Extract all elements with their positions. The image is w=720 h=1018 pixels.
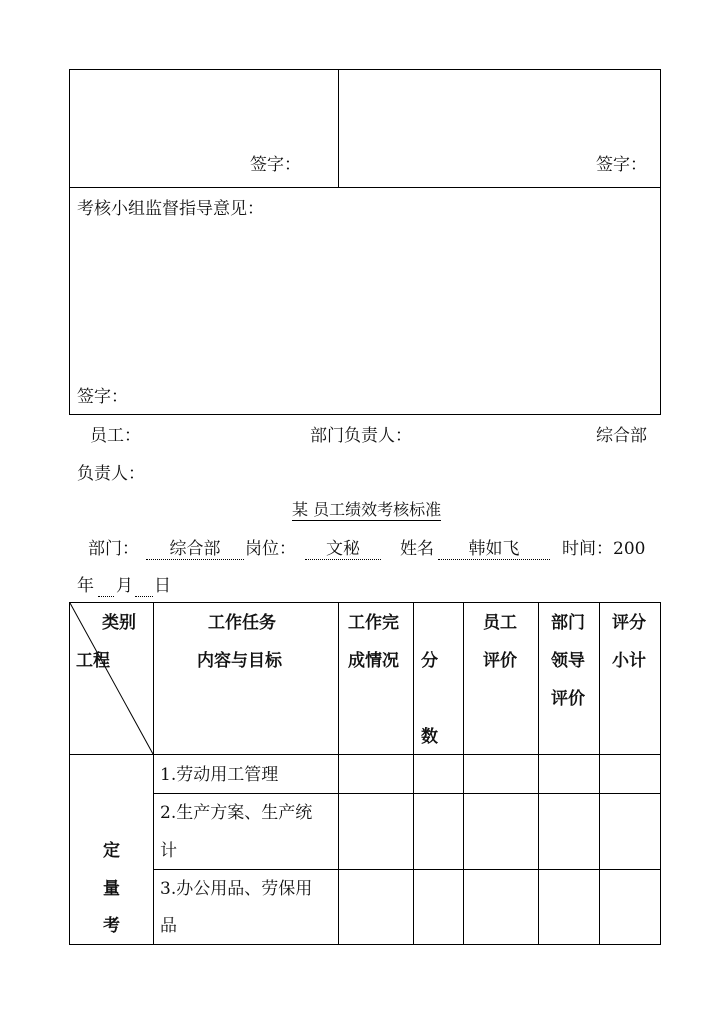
category-char: 考	[103, 916, 120, 936]
header-project: 工程	[76, 651, 110, 671]
category-char: 定	[103, 841, 120, 861]
header-category: 类别	[102, 613, 136, 633]
header-completion-2: 成情况	[348, 651, 399, 671]
top-table-row-divider	[69, 187, 661, 188]
position-value: 文秘	[305, 539, 381, 560]
dept-head-label: 部门负责人：	[310, 426, 412, 446]
eval-col-2	[338, 602, 339, 945]
task-row-2-line2: 计	[160, 841, 177, 861]
supervision-label: 考核小组监督指导意见：	[77, 199, 264, 219]
header-score-1: 分	[421, 651, 438, 671]
eval-table-bottom	[69, 944, 661, 945]
general-dept-label: 综合部	[596, 426, 647, 446]
day-blank	[135, 576, 153, 597]
eval-col-6	[599, 602, 600, 945]
header-dept-eval-2: 领导	[551, 651, 585, 671]
month-blank	[98, 576, 114, 597]
category-char: 量	[103, 879, 120, 899]
header-subtotal-2: 小计	[612, 651, 646, 671]
task-row-3-line1: 3.办公用品、劳保用	[160, 879, 313, 899]
top-table-col-divider	[338, 69, 339, 188]
position-label: 岗位：	[245, 539, 296, 559]
header-completion-1: 工作完	[348, 613, 399, 633]
header-task-2: 内容与目标	[197, 651, 282, 671]
header-self-eval-1: 员工	[483, 613, 517, 633]
eval-col-7	[660, 602, 661, 945]
time-label: 时间：200	[562, 539, 646, 559]
name-label: 姓名	[400, 539, 434, 559]
eval-table-top	[69, 602, 661, 603]
task-row-2-line1: 2.生产方案、生产统	[160, 803, 313, 823]
top-table-border-bottom	[69, 414, 661, 415]
eval-col-4	[463, 602, 464, 945]
header-dept-eval-3: 评价	[551, 689, 585, 709]
header-self-eval-2: 评价	[483, 651, 517, 671]
top-table-border-right	[660, 69, 661, 415]
general-dept-head-label: 负责人：	[77, 464, 145, 484]
header-dept-eval-1: 部门	[551, 613, 585, 633]
task-row-1-line1: 1.劳动用工管理	[160, 765, 279, 785]
header-subtotal-1: 评分	[612, 613, 646, 633]
standard-title: 某 员工绩效考核标准	[292, 500, 442, 519]
header-score-2: 数	[421, 727, 438, 747]
eval-col-5	[538, 602, 539, 945]
eval-table-header-bottom	[69, 754, 661, 755]
name-value: 韩如飞	[438, 539, 550, 560]
sign-right-label: 签字：	[596, 155, 647, 175]
sign-left-label: 签字：	[250, 155, 301, 175]
eval-table-row2-bottom	[153, 869, 661, 870]
header-task-1: 工作任务	[208, 613, 276, 633]
eval-table-row1-bottom	[153, 793, 661, 794]
eval-col-3	[413, 602, 414, 945]
sign-bottom-label: 签字：	[77, 387, 128, 407]
day-label: 日	[154, 576, 171, 596]
dept-value: 综合部	[146, 539, 244, 560]
dept-label: 部门：	[88, 539, 139, 559]
top-table-border-left	[69, 69, 70, 415]
employee-label: 员工：	[90, 426, 141, 446]
task-row-3-line2: 品	[160, 916, 177, 936]
top-table-border-top	[69, 69, 661, 70]
year-label: 年	[77, 576, 94, 596]
month-label: 月	[116, 576, 133, 596]
